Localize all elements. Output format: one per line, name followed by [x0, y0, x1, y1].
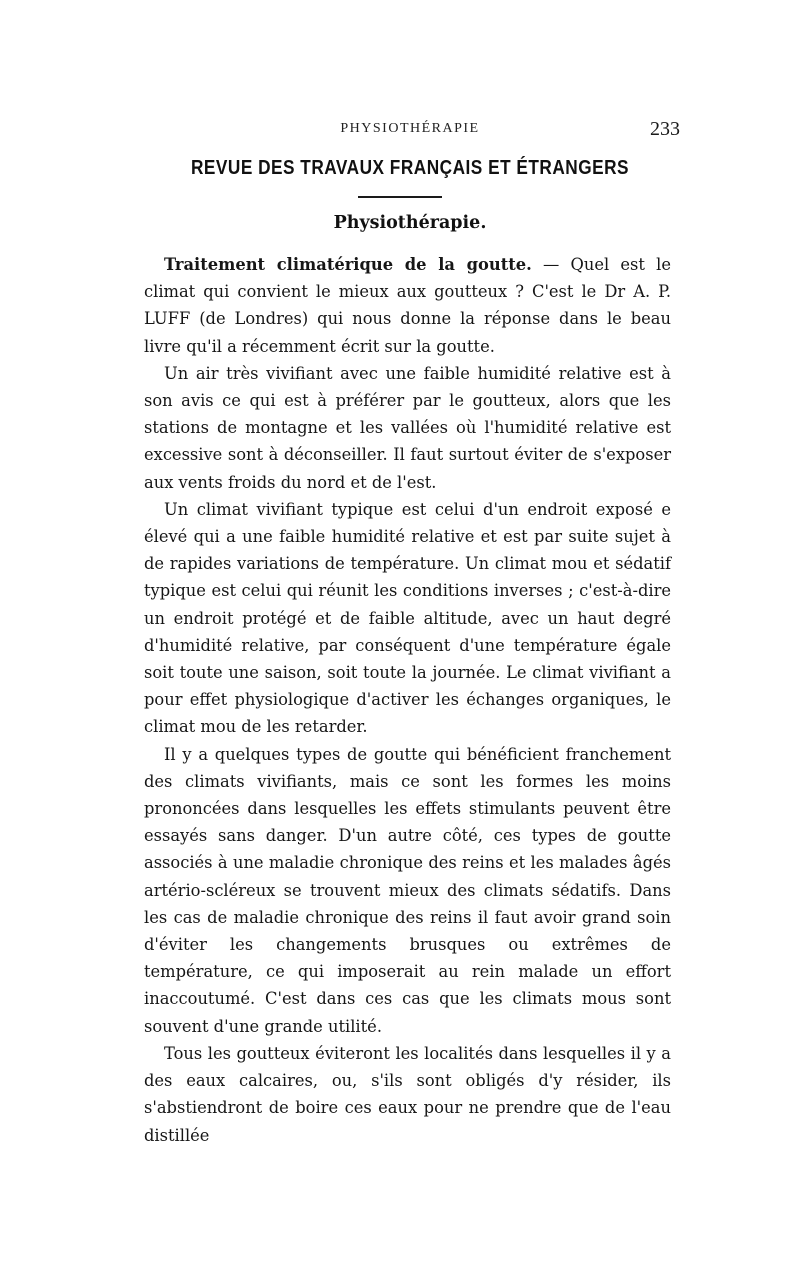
paragraph-1-text: — Quel est le climat qui convient le mieux aux goutteux ? C'est le Dr A. P. LUFF (de Londres) qui nous donne la réponse dans le beau livre qu'il a récemment écrit sur la goutte. — [144, 255, 671, 356]
paragraph-4: Il y a quelques types de goutte qui bénéficient franchement des climats vivifiants, mais ce sont les formes les moins prononcées dans lesquelles les effets stimulants peuvent être essayés sans danger. D'un autre côté, ces types de goutte associés à une maladie chronique des reins et les malades âgés artério-scléreux se trouvent mieux des climats sédatifs. Dans les cas de maladie chronique des reins il faut avoir grand soin d'éviter les changements brusques ou extrêmes de température, ce qui imposerait au rein malade un effort inaccoutumé. C'est dans ces cas que les climats mous sont souvent d'une grande utilité. — [144, 744, 671, 1036]
paragraph-3: Un climat vivifiant typique est celui d'un endroit exposé e élevé qui a une faible humidité relative et est par suite sujet à de rapides variations de température. Un climat mou et sédatif typique est celui qui réunit les conditions inverses ; c'est-à-dire un endroit protégé et de faible altitude, avec un haut degré d'humidité relative, par conséquent d'une température égale soit toute une saison, soit toute la journée. Le climat vivifiant a pour effet physiologique d'activer les échanges organiques, le climat mou de les retarder. — [144, 499, 671, 737]
paragraph-1 — [144, 251, 671, 360]
paragraph-2: Un air très vivifiant avec une faible humidité relative est à son avis ce qui est à préférer par le goutteux, alors que les stations de montagne et les vallées où l'humidité relative est excessive sont à déconseiller. Il faut surtout éviter de s'exposer aux vents froids du nord et de l'est. — [144, 363, 671, 492]
article-body — [144, 251, 671, 1149]
section-title: REVUE DES TRAVAUX FRANÇAIS ET ÉTRANGERS — [190, 156, 630, 179]
running-title: PHYSIOTHÉRAPIE — [340, 121, 480, 136]
article-heading: Traitement climatérique de la goutte. — [164, 255, 532, 274]
running-head — [140, 118, 680, 143]
page-number: 233 — [650, 118, 680, 140]
paragraph-5: Tous les goutteux éviteront les localités dans lesquelles il y a des eaux calcaires, ou, s'ils sont obligés d'y résider, ils s'abstiendront de boire ces eaux pour ne prendre que de l'eau distillée — [144, 1043, 671, 1145]
title-rule — [358, 196, 442, 198]
subheading: Physiothérapie. — [333, 213, 487, 233]
